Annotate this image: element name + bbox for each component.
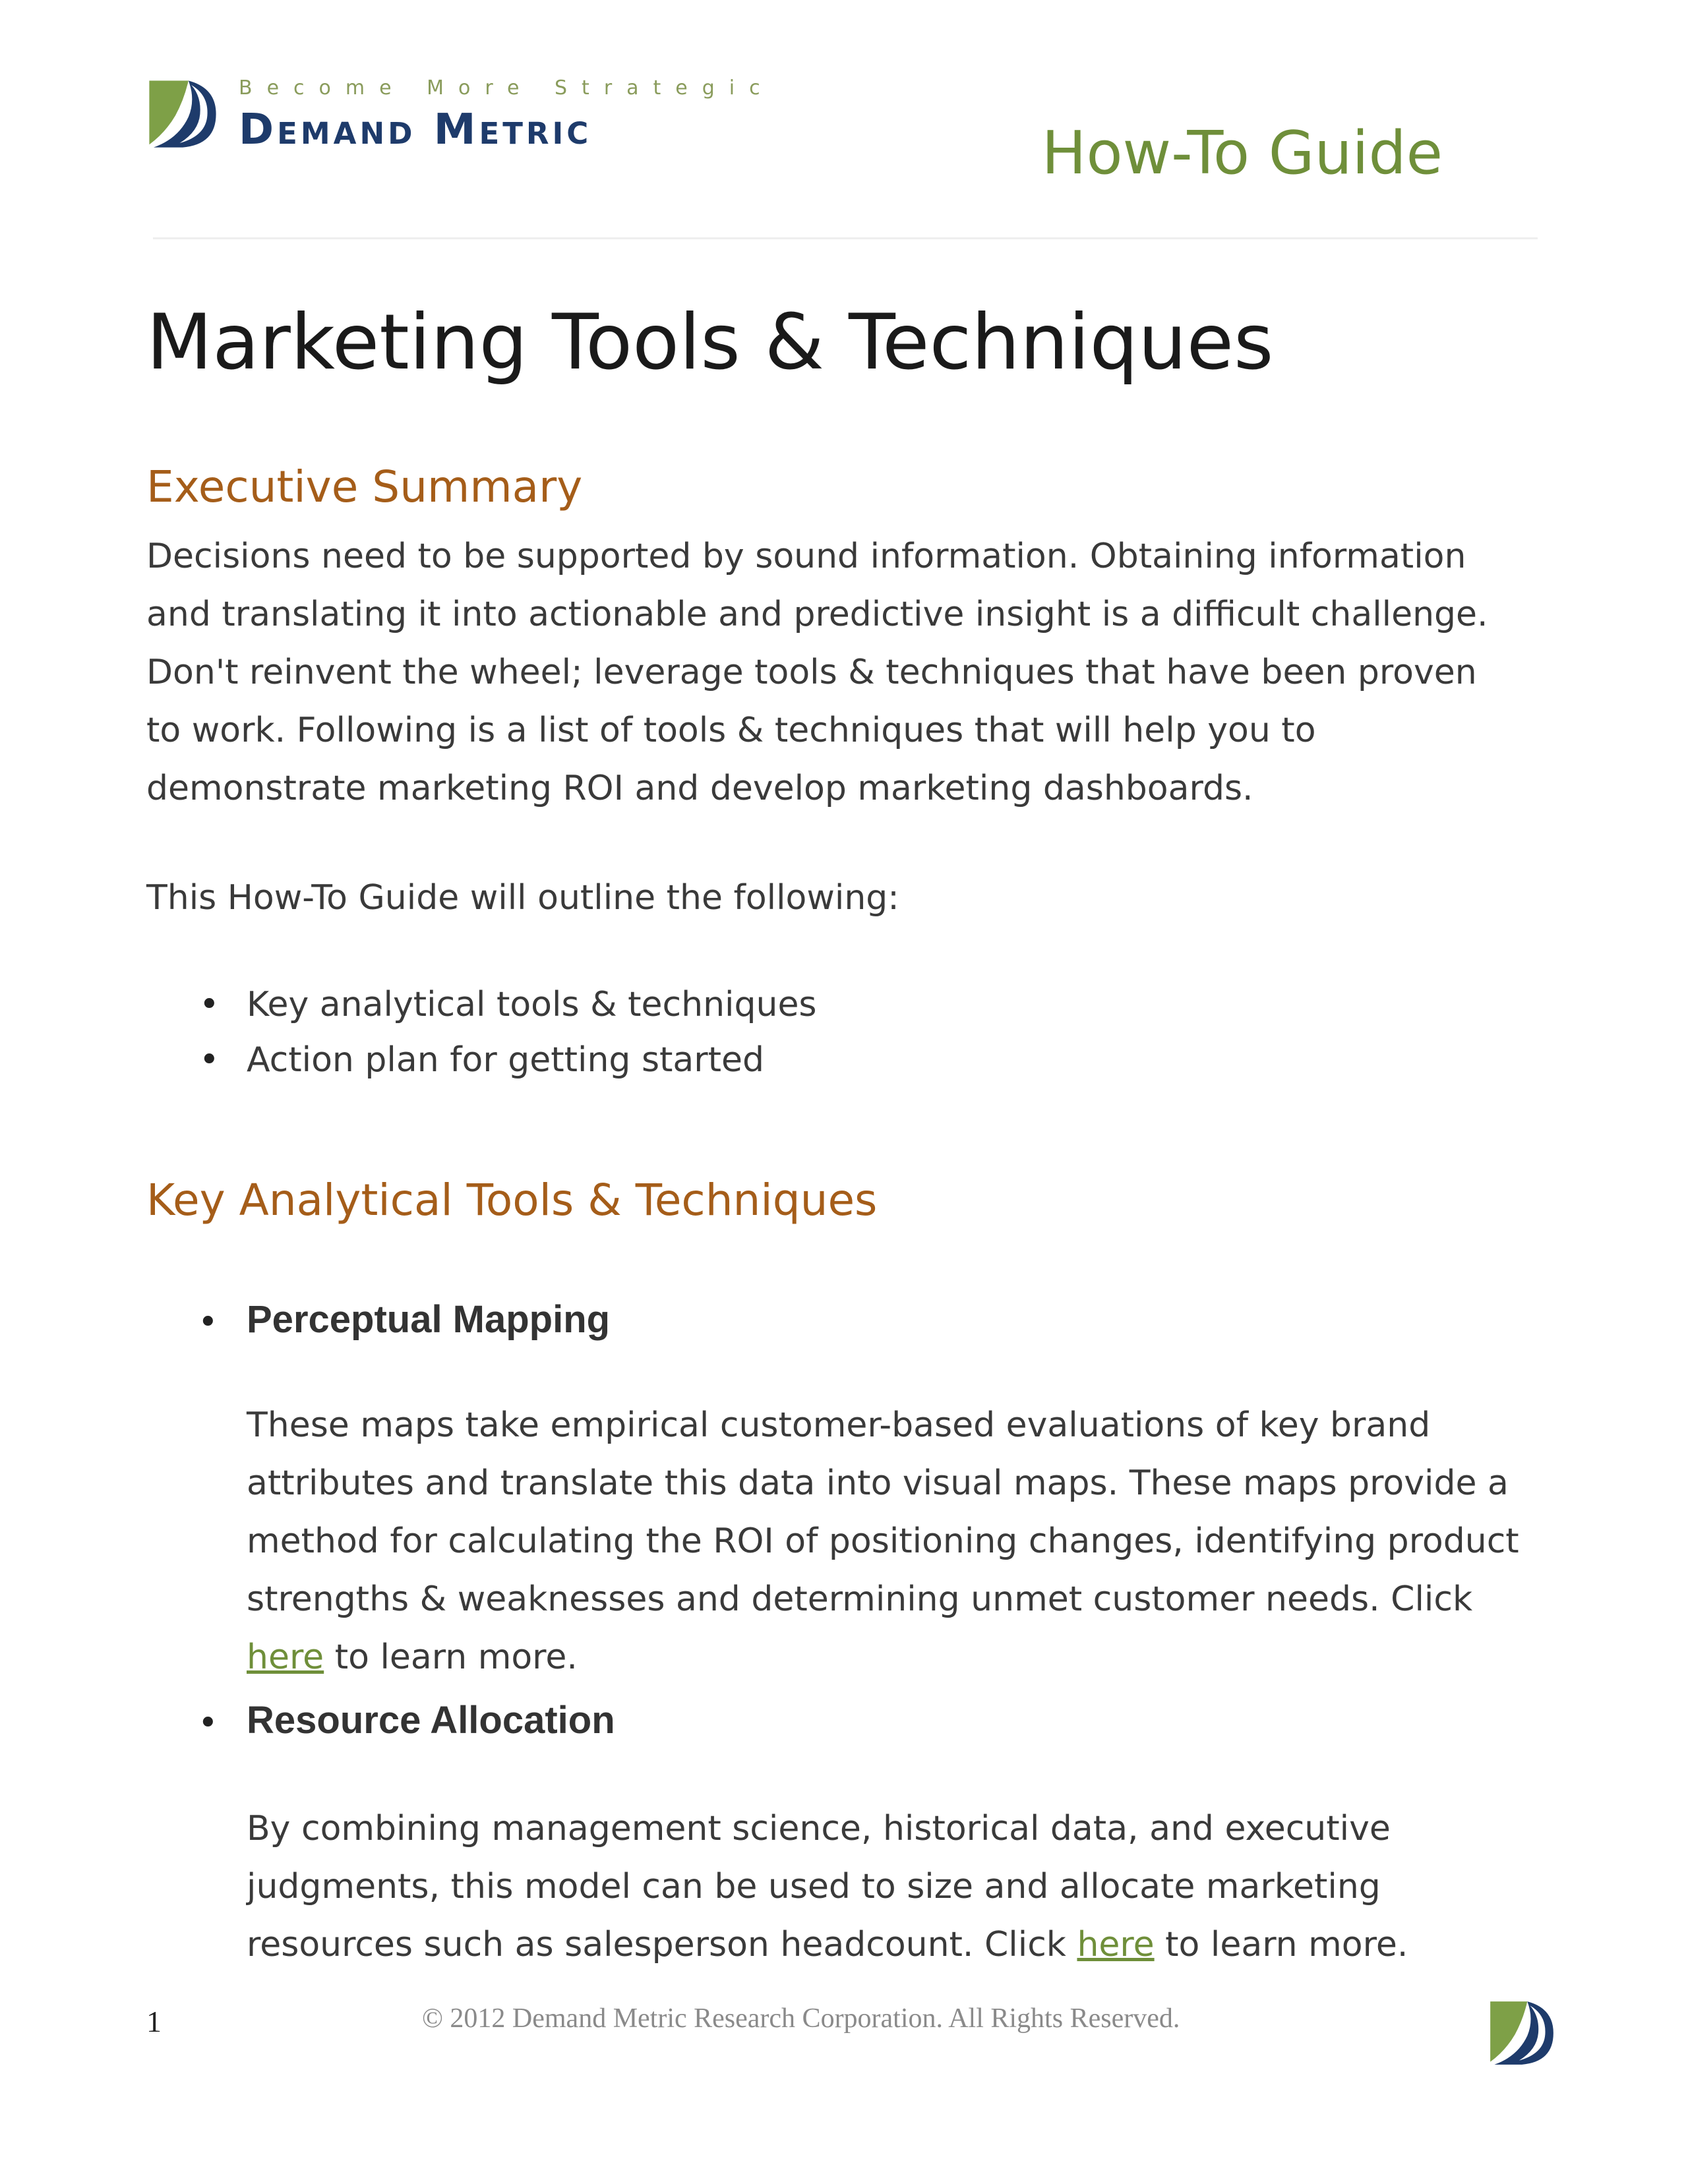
bullet-icon: •	[199, 985, 220, 1024]
brand-name: Demand Metric	[239, 105, 592, 154]
demand-metric-logo-icon	[1488, 1997, 1556, 2069]
outline-intro-text: This How-To Guide will outline the following:	[146, 878, 899, 918]
tool-description-perceptual-mapping	[247, 1396, 1526, 1686]
learn-more-link-perceptual-mapping[interactable]: here	[247, 1638, 324, 1677]
outline-list	[199, 977, 817, 1088]
outline-intro	[146, 869, 1518, 927]
tool-title-resource-allocation: Resource Allocation	[247, 1699, 615, 1742]
bullet-icon: •	[198, 1303, 218, 1342]
bullet-icon: •	[198, 1703, 218, 1743]
copyright-notice: © 2012 Demand Metric Research Corporation. All Rights Reserved.	[422, 2003, 1180, 2034]
executive-summary-text: Decisions need to be supported by sound information. Obtaining information and translating it into actionable and predictive insight is a difficult challenge. Don't reinvent the wheel; leverage tools & techniques that have been proven to work. Following is a list of tools & techniques that will help you to demonstrate marketing ROI and develop marketing dashboards.	[146, 537, 1488, 808]
tool-description-body: By combining management science, historical data, and executive judgments, this model can be used to size and allocate marketing resources such as salesperson headcount. Click	[247, 1809, 1391, 1964]
list-item	[199, 1032, 817, 1088]
demand-metric-logo-icon	[146, 78, 219, 150]
learn-more-link-resource-allocation[interactable]: here	[1077, 1925, 1155, 1964]
executive-summary-paragraph	[146, 527, 1518, 817]
executive-summary-heading: Executive Summary	[146, 461, 583, 512]
tool-description-tail: to learn more.	[324, 1638, 578, 1677]
document-type-label: How-To Guide	[1041, 119, 1443, 188]
tool-description-text	[247, 1396, 1526, 1686]
outline-item-text: Key analytical tools & techniques	[247, 985, 817, 1024]
list-item	[199, 977, 817, 1032]
tool-description-tail: to learn more.	[1154, 1925, 1408, 1964]
header-divider	[153, 237, 1538, 239]
outline-item-text: Action plan for getting started	[247, 1040, 765, 1080]
tool-description-text	[247, 1800, 1526, 1974]
page-number: 1	[146, 2005, 162, 2038]
key-tools-heading: Key Analytical Tools & Techniques	[146, 1175, 878, 1225]
brand-tagline: Become More Strategic	[239, 76, 775, 100]
bullet-icon: •	[199, 1040, 220, 1080]
tool-description-resource-allocation	[247, 1800, 1526, 1974]
document-title: Marketing Tools & Techniques	[146, 298, 1274, 387]
tool-title-perceptual-mapping: Perceptual Mapping	[247, 1298, 611, 1341]
tool-description-body: These maps take empirical customer-based evaluations of key brand attributes and translate this data into visual maps. These maps provide a method for calculating the ROI of positioning changes, identifying product strengths & weaknesses and determining unmet customer needs. Click	[247, 1405, 1519, 1619]
